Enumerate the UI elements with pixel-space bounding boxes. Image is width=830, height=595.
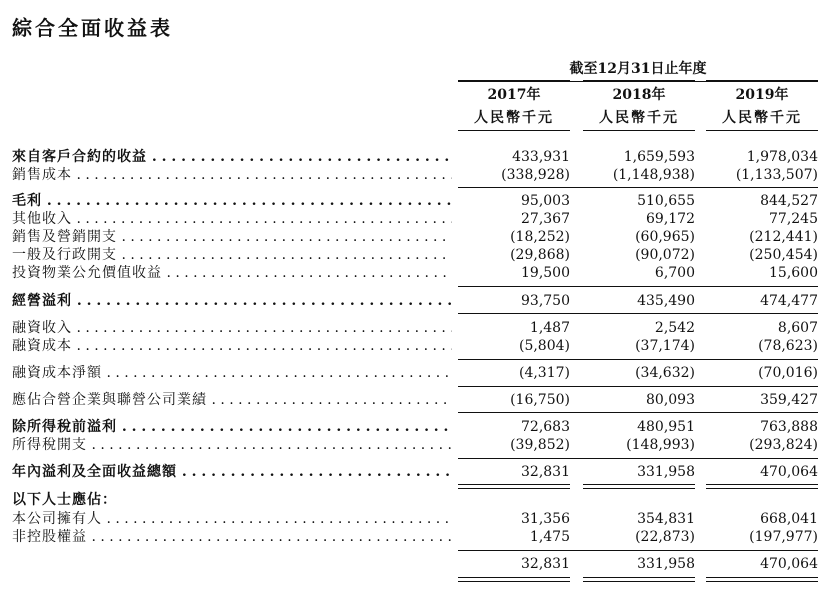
row-label: 除所得稅前溢利 . . . [12,418,452,437]
cell-2019: 359,427 [760,392,818,408]
cell-2017: (39,852) [510,437,570,453]
cell-2019: (293,824) [749,437,818,453]
total-double-rule [458,577,570,582]
cell-2019: 844,527 [760,193,818,209]
cell-2017: 72,683 [521,419,570,435]
cell-2017: 31,356 [521,511,570,527]
cell-2018: (1,148,938) [612,167,695,183]
cell-2018: (22,873) [635,529,695,545]
row-label: 融資成本 . . . [12,337,452,356]
year-header-2019: 2019年 [735,87,789,103]
year-header-2018: 2018年 [612,87,666,103]
table-row [12,436,818,455]
cell-2019: (1,133,507) [735,167,818,183]
cell-2018: 69,172 [646,211,695,227]
table-row [12,264,818,283]
cell-2018: 480,951 [637,419,695,435]
cell-2017: 32,831 [521,464,570,480]
table-row [12,418,818,437]
cell-2019: 470,064 [760,464,818,480]
year-rule [458,80,570,81]
cell-2019: 474,477 [760,293,818,309]
table-row [12,166,818,185]
total-double-rule [583,577,695,582]
page-title: 綜合全面收益表 [12,16,173,40]
cell-2017: 1,487 [529,320,570,336]
row-label: 一般及行政開支 . . . [12,246,452,265]
cell-2019: (197,977) [749,529,818,545]
cell-2019: 77,245 [769,211,818,227]
cell-2018: (37,174) [635,338,695,354]
cell-2019: 470,064 [760,556,818,572]
header-underline [583,130,695,131]
year-rule [706,80,818,81]
subtotal-rule [458,386,818,387]
table-row [12,210,818,229]
row-label: 年內溢利及全面收益總額 . . . [12,463,452,482]
cell-2017: (338,928) [501,167,570,183]
table-row [12,555,818,574]
cell-2019: 8,607 [777,320,818,336]
cell-2019: 1,978,034 [746,149,818,165]
cell-2018: 2,542 [654,320,695,336]
table-row [12,364,818,383]
currency-label: 人民幣千元 [599,110,679,126]
subtotal-rule [458,412,818,413]
cell-2017: 32,831 [521,556,570,572]
section-heading [12,491,818,510]
row-label: 所得稅開支 . . . [12,436,452,455]
total-double-rule [706,577,818,582]
total-double-rule [583,484,695,489]
row-label: 融資收入 . . . [12,319,452,338]
cell-2019: 15,600 [769,265,818,281]
header-underline [706,130,818,131]
cell-2018: 331,958 [637,464,695,480]
table-row [12,148,818,167]
table-row [12,246,818,265]
cell-2018: 510,655 [637,193,695,209]
table-row [12,192,818,211]
cell-2019: (70,016) [758,365,818,381]
currency-label: 人民幣千元 [722,110,802,126]
table-row [12,391,818,410]
cell-2018: (148,993) [626,437,695,453]
cell-2017: (16,750) [510,392,570,408]
total-double-rule [706,484,818,489]
row-label: 應佔合營企業與聯營公司業績 . . . [12,391,452,410]
subtotal-rule [458,550,818,551]
cell-2018: (90,072) [635,247,695,263]
subtotal-rule [458,359,818,360]
row-label: 非控股權益 . . . [12,528,452,547]
table-row [12,337,818,356]
period-header: 截至12月31日止年度 [458,58,818,82]
cell-2018: 435,490 [637,293,695,309]
cell-2018: 354,831 [637,511,695,527]
currency-label: 人民幣千元 [474,110,554,126]
row-label: 銷售成本 . . . [12,166,452,185]
year-header-2017: 2017年 [487,87,541,103]
cell-2018: 331,958 [637,556,695,572]
total-double-rule [458,484,570,489]
cell-2018: 6,700 [654,265,695,281]
subtotal-rule [458,313,818,314]
table-row [12,528,818,547]
row-label: 投資物業公允價值收益 . . . [12,264,452,283]
cell-2017: 433,931 [512,149,570,165]
row-label: 融資成本淨額 . . . [12,364,452,383]
cell-2017: (4,317) [518,365,570,381]
cell-2019: (212,441) [749,229,818,245]
cell-2017: 95,003 [521,193,570,209]
cell-2017: (29,868) [510,247,570,263]
cell-2017: 27,367 [521,211,570,227]
cell-2018: 80,093 [646,392,695,408]
cell-2017: (18,252) [510,229,570,245]
subtotal-rule [458,187,818,188]
table-row [12,319,818,338]
row-label: 銷售及營銷開支 . . . [12,228,452,247]
cell-2019: 668,041 [760,511,818,527]
header-underline [458,130,570,131]
cell-2017: (5,804) [518,338,570,354]
cell-2019: (250,454) [749,247,818,263]
table-row [12,228,818,247]
cell-2019: (78,623) [758,338,818,354]
row-label: 毛利 . . . [12,192,452,211]
row-label: 以下人士應佔： [12,492,117,508]
row-label: 其他收入 . . . [12,210,452,229]
table-row [12,292,818,311]
subtotal-rule [458,286,818,287]
cell-2019: 763,888 [760,419,818,435]
row-label: 經營溢利 . . . [12,292,452,311]
cell-2017: 19,500 [521,265,570,281]
subtotal-rule [458,458,818,459]
cell-2018: (34,632) [635,365,695,381]
table-row [12,510,818,529]
cell-2018: 1,659,593 [623,149,695,165]
cell-2017: 1,475 [529,529,570,545]
cell-2018: (60,965) [635,229,695,245]
row-label: 本公司擁有人 . . . [12,510,452,529]
cell-2017: 93,750 [521,293,570,309]
table-row [12,463,818,482]
row-label: 來自客戶合約的收益 . . . [12,148,452,167]
year-rule [583,80,695,81]
